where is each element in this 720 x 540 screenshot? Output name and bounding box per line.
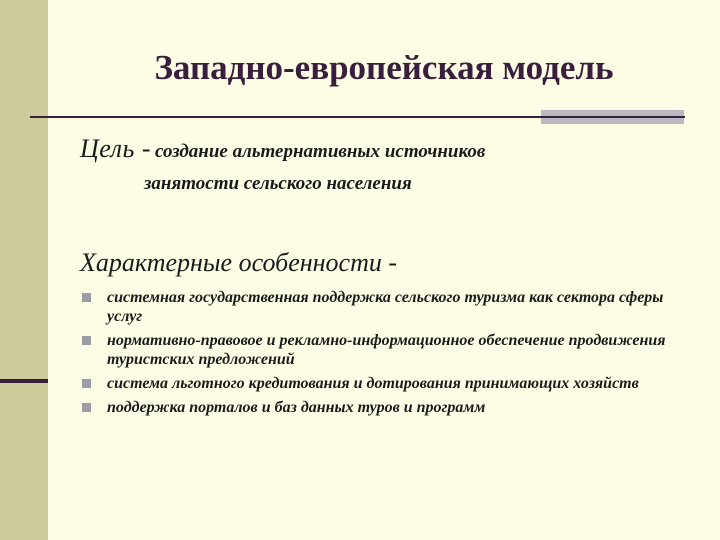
list-item-text: поддержка порталов и баз данных туров и программ xyxy=(107,399,486,416)
list-item xyxy=(82,398,702,417)
features-heading: Характерные особенности - xyxy=(80,248,398,277)
bullet-square-icon xyxy=(82,379,91,388)
left-bar-accent-line xyxy=(0,379,48,383)
list-item-text: системная государственная поддержка сельского туризма как сектора сферы услуг xyxy=(107,289,664,325)
bullet-square-icon xyxy=(82,336,91,345)
features-list xyxy=(82,288,702,422)
goal-text: создание альтернативных источников xyxy=(155,141,486,162)
list-item-text: нормативно-правовое и рекламно-информационное обеспечение продвижения туристских предложений xyxy=(107,332,666,368)
goal-text-continuation: занятости сельского населения xyxy=(144,173,412,194)
goal-line xyxy=(80,134,485,164)
slide-title: Западно-европейская модель xyxy=(154,48,614,87)
bullet-square-icon xyxy=(82,403,91,412)
list-item xyxy=(82,331,702,369)
list-item xyxy=(82,288,702,326)
bullet-square-icon xyxy=(82,293,91,302)
left-decorative-bar xyxy=(0,0,48,540)
title-divider-accent-line xyxy=(541,116,684,118)
list-item-text: система льготного кредитования и дотирования принимающих хозяйств xyxy=(107,375,639,392)
goal-label: Цель - xyxy=(80,134,151,163)
list-item xyxy=(82,374,702,393)
